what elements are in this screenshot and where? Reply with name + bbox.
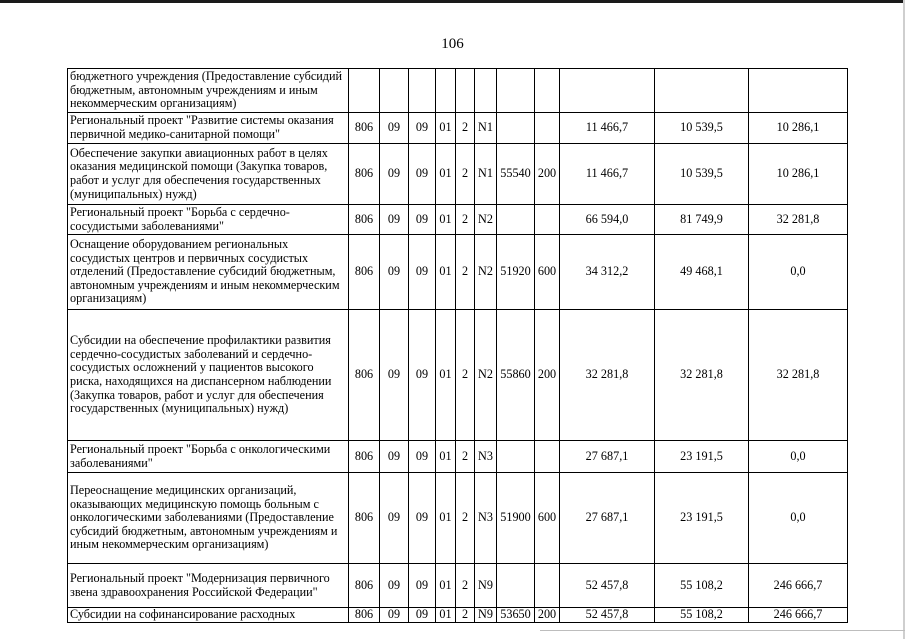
row-name-cell: бюджетного учреждения (Предоставление субсидий бюджетным, автономным учреждениям и иным некоммерческим организациям): [68, 69, 349, 113]
amount-year1-cell: 27 687,1: [560, 441, 655, 473]
direction-code-cell: 51900: [497, 473, 535, 564]
table-row: [68, 564, 848, 608]
amount-year3-cell: 0,0: [749, 441, 848, 473]
table-row: [68, 113, 848, 144]
table-body: [68, 69, 848, 623]
amount-year2-cell: 10 539,5: [655, 144, 749, 205]
direction-code-cell: 55860: [497, 310, 535, 441]
budget-table: [67, 68, 848, 623]
amount-year3-cell: 0,0: [749, 235, 848, 310]
admin-code-cell: 806: [349, 205, 380, 235]
section-code-cell: 09: [380, 473, 409, 564]
project-code-cell: N1: [475, 113, 497, 144]
subprogram-code-cell: [456, 69, 475, 113]
admin-code-cell: 806: [349, 441, 380, 473]
table-row: [68, 235, 848, 310]
program-code-cell: [436, 69, 456, 113]
subsection-code-cell: [409, 69, 436, 113]
admin-code-cell: 806: [349, 608, 380, 623]
row-name-cell: Субсидии на софинансирование расходных: [68, 608, 349, 623]
top-scan-border: [0, 0, 905, 3]
subprogram-code-cell: 2: [456, 113, 475, 144]
section-code-cell: 09: [380, 144, 409, 205]
row-name-cell: Оснащение оборудованием региональных сосудистых центров и первичных сосудистых отделений (Предоставление субсидий бюджетным, автономным учреждениям и иным некоммерческим организациям): [68, 235, 349, 310]
admin-code-cell: [349, 69, 380, 113]
amount-year2-cell: 81 749,9: [655, 205, 749, 235]
section-code-cell: [380, 69, 409, 113]
subsection-code-cell: 09: [409, 113, 436, 144]
section-code-cell: 09: [380, 310, 409, 441]
admin-code-cell: 806: [349, 235, 380, 310]
subprogram-code-cell: 2: [456, 235, 475, 310]
project-code-cell: N1: [475, 144, 497, 205]
row-name-cell: Субсидии на обеспечение профилактики развития сердечно-сосудистых заболеваний и сердечно-сосудистых осложнений у пациентов высокого риска, находящихся на диспансерном наблюдении (Закупка товаров, работ и услуг для обеспечения государственных (муниципальных) нужд): [68, 310, 349, 441]
amount-year1-cell: 52 457,8: [560, 608, 655, 623]
subsection-code-cell: 09: [409, 473, 436, 564]
section-code-cell: 09: [380, 608, 409, 623]
row-name-cell: Региональный проект "Развитие системы оказания первичной медико-санитарной помощи": [68, 113, 349, 144]
amount-year3-cell: 246 666,7: [749, 564, 848, 608]
subprogram-code-cell: 2: [456, 205, 475, 235]
amount-year3-cell: [749, 69, 848, 113]
expense-type-cell: [535, 441, 560, 473]
subsection-code-cell: 09: [409, 144, 436, 205]
table-row: [68, 310, 848, 441]
section-code-cell: 09: [380, 113, 409, 144]
program-code-cell: 01: [436, 235, 456, 310]
subsection-code-cell: 09: [409, 441, 436, 473]
subprogram-code-cell: 2: [456, 473, 475, 564]
amount-year2-cell: 32 281,8: [655, 310, 749, 441]
table-row: [68, 608, 848, 623]
admin-code-cell: 806: [349, 113, 380, 144]
direction-code-cell: [497, 69, 535, 113]
subsection-code-cell: 09: [409, 564, 436, 608]
row-name-cell: Переоснащение медицинских организаций, оказывающих медицинскую помощь больным с онкологическими заболеваниями (Предоставление субсидий бюджетным, автономным учреждениям и иным некоммерческим организациям): [68, 473, 349, 564]
section-code-cell: 09: [380, 235, 409, 310]
expense-type-cell: [535, 69, 560, 113]
subsection-code-cell: 09: [409, 205, 436, 235]
subsection-code-cell: 09: [409, 310, 436, 441]
expense-type-cell: 200: [535, 310, 560, 441]
table-row: [68, 441, 848, 473]
direction-code-cell: [497, 441, 535, 473]
amount-year2-cell: 23 191,5: [655, 441, 749, 473]
program-code-cell: 01: [436, 564, 456, 608]
row-name-cell: Обеспечение закупки авиационных работ в целях оказания медицинской помощи (Закупка товаров, работ и услуг для обеспечения государственных (муниципальных) нужд): [68, 144, 349, 205]
amount-year3-cell: 0,0: [749, 473, 848, 564]
row-name-cell: Региональный проект "Модернизация первичного звена здравоохранения Российской Федерации": [68, 564, 349, 608]
expense-type-cell: 200: [535, 608, 560, 623]
amount-year3-cell: 32 281,8: [749, 310, 848, 441]
project-code-cell: N3: [475, 473, 497, 564]
amount-year2-cell: [655, 69, 749, 113]
amount-year1-cell: 11 466,7: [560, 113, 655, 144]
subprogram-code-cell: 2: [456, 564, 475, 608]
section-code-cell: 09: [380, 441, 409, 473]
amount-year2-cell: 10 539,5: [655, 113, 749, 144]
amount-year3-cell: 246 666,7: [749, 608, 848, 623]
table-row: [68, 144, 848, 205]
amount-year1-cell: 34 312,2: [560, 235, 655, 310]
section-code-cell: 09: [380, 564, 409, 608]
direction-code-cell: 55540: [497, 144, 535, 205]
scan-artifact-line: [540, 630, 905, 631]
program-code-cell: 01: [436, 310, 456, 441]
subprogram-code-cell: 2: [456, 310, 475, 441]
project-code-cell: N2: [475, 310, 497, 441]
amount-year2-cell: 49 468,1: [655, 235, 749, 310]
direction-code-cell: [497, 113, 535, 144]
project-code-cell: N2: [475, 205, 497, 235]
admin-code-cell: 806: [349, 564, 380, 608]
subprogram-code-cell: 2: [456, 608, 475, 623]
project-code-cell: N9: [475, 608, 497, 623]
amount-year1-cell: 52 457,8: [560, 564, 655, 608]
row-name-cell: Региональный проект "Борьба с онкологическими заболеваниями": [68, 441, 349, 473]
direction-code-cell: [497, 564, 535, 608]
admin-code-cell: 806: [349, 144, 380, 205]
program-code-cell: 01: [436, 608, 456, 623]
amount-year2-cell: 55 108,2: [655, 564, 749, 608]
amount-year1-cell: 66 594,0: [560, 205, 655, 235]
amount-year1-cell: 27 687,1: [560, 473, 655, 564]
amount-year1-cell: 32 281,8: [560, 310, 655, 441]
program-code-cell: 01: [436, 144, 456, 205]
project-code-cell: [475, 69, 497, 113]
direction-code-cell: [497, 205, 535, 235]
amount-year1-cell: [560, 69, 655, 113]
program-code-cell: 01: [436, 205, 456, 235]
admin-code-cell: 806: [349, 310, 380, 441]
section-code-cell: 09: [380, 205, 409, 235]
table-row: [68, 69, 848, 113]
direction-code-cell: 53650: [497, 608, 535, 623]
program-code-cell: 01: [436, 441, 456, 473]
amount-year2-cell: 23 191,5: [655, 473, 749, 564]
project-code-cell: N9: [475, 564, 497, 608]
expense-type-cell: 200: [535, 144, 560, 205]
expense-type-cell: [535, 113, 560, 144]
expense-type-cell: [535, 564, 560, 608]
subprogram-code-cell: 2: [456, 441, 475, 473]
row-name-cell: Региональный проект "Борьба с сердечно-сосудистыми заболеваниями": [68, 205, 349, 235]
admin-code-cell: 806: [349, 473, 380, 564]
expense-type-cell: [535, 205, 560, 235]
program-code-cell: 01: [436, 473, 456, 564]
table-row: [68, 205, 848, 235]
subsection-code-cell: 09: [409, 608, 436, 623]
subprogram-code-cell: 2: [456, 144, 475, 205]
amount-year3-cell: 10 286,1: [749, 113, 848, 144]
program-code-cell: 01: [436, 113, 456, 144]
page-number: 106: [441, 36, 464, 52]
amount-year2-cell: 55 108,2: [655, 608, 749, 623]
expense-type-cell: 600: [535, 473, 560, 564]
direction-code-cell: 51920: [497, 235, 535, 310]
amount-year1-cell: 11 466,7: [560, 144, 655, 205]
project-code-cell: N3: [475, 441, 497, 473]
amount-year3-cell: 32 281,8: [749, 205, 848, 235]
table-row: [68, 473, 848, 564]
project-code-cell: N2: [475, 235, 497, 310]
expense-type-cell: 600: [535, 235, 560, 310]
amount-year3-cell: 10 286,1: [749, 144, 848, 205]
subsection-code-cell: 09: [409, 235, 436, 310]
